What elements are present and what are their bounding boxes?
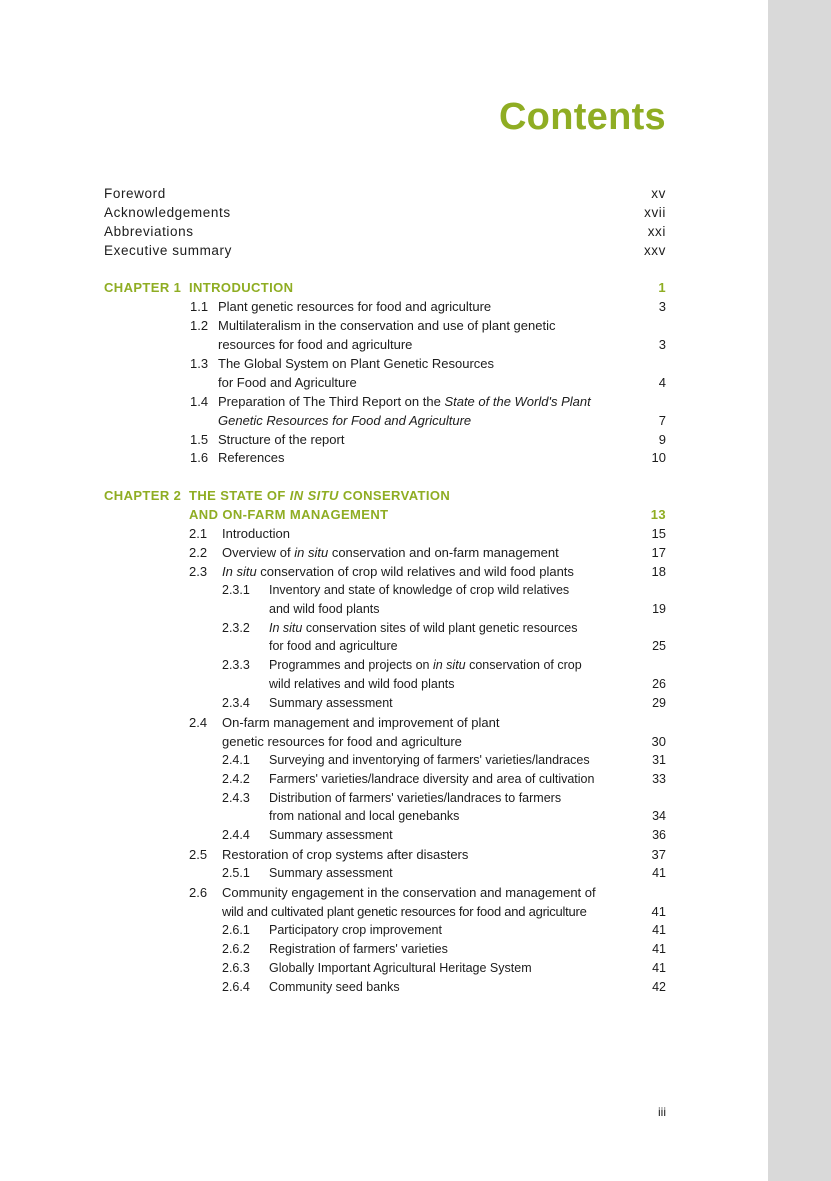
toc-entry-2-1[interactable] bbox=[104, 524, 666, 543]
toc-entry-2-6[interactable] bbox=[104, 883, 666, 902]
page-number: iii bbox=[658, 1105, 666, 1119]
toc-entry-2-4-1[interactable] bbox=[104, 751, 666, 770]
entry-page: xxi bbox=[647, 224, 666, 239]
title-italic: in situ bbox=[432, 658, 466, 672]
subsection-title: Participatory crop improvement bbox=[269, 923, 442, 937]
toc-entry-executive-summary[interactable] bbox=[104, 241, 666, 260]
subsection-page: 31 bbox=[652, 753, 666, 767]
section-title: Structure of the report bbox=[218, 432, 345, 447]
entry-label: Executive summary bbox=[104, 243, 232, 258]
toc-entry-foreword[interactable] bbox=[104, 184, 666, 203]
section-title: Restoration of crop systems after disasters bbox=[222, 847, 469, 862]
subsection-page: 41 bbox=[652, 866, 666, 880]
toc-entry-1-2[interactable] bbox=[104, 316, 666, 335]
toc-entry-2-2[interactable] bbox=[104, 543, 666, 562]
subsection-number: 2.6.2 bbox=[222, 942, 250, 956]
section-number: 2.3 bbox=[189, 564, 208, 579]
toc-entry-2-3-2-cont[interactable] bbox=[104, 637, 666, 656]
subsection-title: Distribution of farmers' varieties/landraces to farmers bbox=[269, 791, 562, 805]
subsection-number: 2.5.1 bbox=[222, 866, 250, 880]
title-italic: In situ bbox=[222, 564, 257, 579]
chapter-title bbox=[189, 486, 450, 505]
toc-entry-2-3-1[interactable] bbox=[104, 581, 666, 600]
section-page: 7 bbox=[658, 413, 666, 428]
toc-entry-2-4[interactable] bbox=[104, 713, 666, 732]
subsection-page: 25 bbox=[652, 639, 666, 653]
entry-label: Acknowledgements bbox=[104, 205, 231, 220]
toc-entry-2-3-3[interactable] bbox=[104, 656, 666, 675]
subsection-number: 2.6.3 bbox=[222, 961, 250, 975]
subsection-title: for food and agriculture bbox=[269, 639, 398, 653]
section-title bbox=[218, 392, 591, 411]
section-page: 10 bbox=[651, 450, 666, 465]
toc-entry-1-4-cont[interactable] bbox=[104, 411, 666, 430]
subsection-title: Community seed banks bbox=[269, 980, 400, 994]
section-page: 41 bbox=[651, 904, 666, 919]
subsection-title: Summary assessment bbox=[269, 828, 393, 842]
subsection-title: Inventory and state of knowledge of crop wild relatives bbox=[269, 583, 570, 597]
section-page: 37 bbox=[651, 847, 666, 862]
section-number: 2.1 bbox=[189, 526, 208, 541]
toc-entry-2-6-cont[interactable] bbox=[104, 902, 666, 921]
subsection-number: 2.4.4 bbox=[222, 828, 250, 842]
chapter-2-heading-cont[interactable] bbox=[104, 505, 666, 524]
subsection-title bbox=[269, 656, 582, 675]
section-number: 2.5 bbox=[189, 847, 208, 862]
section-title bbox=[218, 411, 471, 430]
toc-entry-2-4-4[interactable] bbox=[104, 826, 666, 845]
section-number: 1.5 bbox=[190, 432, 209, 447]
section-page: 17 bbox=[651, 545, 666, 560]
subsection-number: 2.6.1 bbox=[222, 923, 250, 937]
toc-entry-2-6-3[interactable] bbox=[104, 959, 666, 978]
title-text: Overview of bbox=[222, 545, 295, 560]
entry-label: Abbreviations bbox=[104, 224, 194, 239]
section-title: References bbox=[218, 450, 285, 465]
section-title: for Food and Agriculture bbox=[218, 375, 357, 390]
section-page: 9 bbox=[658, 432, 666, 447]
section-number: 2.2 bbox=[189, 545, 208, 560]
subsection-page: 34 bbox=[652, 809, 666, 823]
subsection-page: 26 bbox=[652, 677, 666, 691]
section-number: 2.4 bbox=[189, 715, 208, 730]
toc-entry-1-6[interactable] bbox=[104, 448, 666, 467]
chapter-2-heading[interactable] bbox=[104, 486, 666, 505]
subsection-page: 19 bbox=[652, 602, 666, 616]
title-italic: In situ bbox=[269, 621, 303, 635]
title-text: conservation of crop bbox=[465, 658, 582, 672]
subsection-number: 2.4.2 bbox=[222, 772, 250, 786]
toc-entry-2-3-1-cont[interactable] bbox=[104, 600, 666, 619]
section-page: 3 bbox=[658, 337, 666, 352]
section-title bbox=[222, 543, 559, 562]
subsection-number: 2.3.1 bbox=[222, 583, 250, 597]
title-italic: Genetic Resources for Food and Agriculture bbox=[218, 413, 472, 428]
chapter-1-heading[interactable] bbox=[104, 278, 666, 297]
toc-entry-1-1[interactable] bbox=[104, 297, 666, 316]
section-number: 2.6 bbox=[189, 885, 208, 900]
section-page: 4 bbox=[658, 375, 666, 390]
toc-entry-1-4[interactable] bbox=[104, 392, 666, 411]
toc-entry-2-4-cont[interactable] bbox=[104, 732, 666, 751]
title-text: CONSERVATION bbox=[338, 488, 451, 503]
entry-page: xvii bbox=[644, 205, 666, 220]
title-text: conservation of crop wild relatives and wild food plants bbox=[256, 564, 574, 579]
subsection-page: 33 bbox=[652, 772, 666, 786]
chapter-page: 1 bbox=[658, 280, 666, 295]
section-title: Community engagement in the conservation and management of bbox=[222, 885, 596, 900]
subsection-page: 41 bbox=[652, 942, 666, 956]
toc-entry-2-6-2[interactable] bbox=[104, 940, 666, 959]
chapter-title: AND ON-FARM MANAGEMENT bbox=[189, 507, 389, 522]
section-number: 1.2 bbox=[190, 318, 209, 333]
section-number: 1.1 bbox=[190, 299, 209, 314]
toc-entry-acknowledgements[interactable] bbox=[104, 203, 666, 222]
toc-entry-1-3[interactable] bbox=[104, 354, 666, 373]
entry-page: xv bbox=[651, 186, 666, 201]
section-number: 1.3 bbox=[190, 356, 209, 371]
section-title: The Global System on Plant Genetic Resources bbox=[218, 356, 495, 371]
chapter-label: CHAPTER 1 bbox=[104, 280, 182, 295]
section-page: 15 bbox=[651, 526, 666, 541]
subsection-number: 2.3.3 bbox=[222, 658, 250, 672]
toc-entry-2-5[interactable] bbox=[104, 845, 666, 864]
title-italic: IN SITU bbox=[289, 488, 339, 503]
toc-entry-2-3-2[interactable] bbox=[104, 619, 666, 638]
section-title: On-farm management and improvement of plant bbox=[222, 715, 500, 730]
title-text: conservation sites of wild plant genetic resources bbox=[302, 621, 578, 635]
subsection-number: 2.3.4 bbox=[222, 696, 250, 710]
toc-entry-2-3[interactable] bbox=[104, 562, 666, 581]
chapter-title: INTRODUCTION bbox=[189, 280, 294, 295]
section-page: 30 bbox=[651, 734, 666, 749]
chapter-page: 13 bbox=[650, 507, 666, 522]
section-number: 1.4 bbox=[190, 394, 209, 409]
toc-entry-2-4-3-cont[interactable] bbox=[104, 807, 666, 826]
subsection-number: 2.4.3 bbox=[222, 791, 250, 805]
section-page: 3 bbox=[658, 299, 666, 314]
toc-entry-1-3-cont[interactable] bbox=[104, 373, 666, 392]
toc-entry-1-5[interactable] bbox=[104, 430, 666, 449]
subsection-page: 41 bbox=[652, 961, 666, 975]
subsection-page: 42 bbox=[652, 980, 666, 994]
toc-entry-2-3-4[interactable] bbox=[104, 694, 666, 713]
page-edge-strip bbox=[768, 0, 831, 1181]
toc-entry-1-2-cont[interactable] bbox=[104, 335, 666, 354]
section-title: Multilateralism in the conservation and use of plant genetic bbox=[218, 318, 556, 333]
subsection-title: Farmers' varieties/landrace diversity and area of cultivation bbox=[269, 772, 595, 786]
chapter-label: CHAPTER 2 bbox=[104, 488, 182, 503]
section-title: genetic resources for food and agriculture bbox=[222, 734, 462, 749]
subsection-title: from national and local genebanks bbox=[269, 809, 460, 823]
subsection-title: Globally Important Agricultural Heritage System bbox=[269, 961, 532, 975]
title-text: Programmes and projects on bbox=[269, 658, 433, 672]
toc-entry-2-4-2[interactable] bbox=[104, 770, 666, 789]
title-italic: in situ bbox=[294, 545, 329, 560]
subsection-title: wild relatives and wild food plants bbox=[269, 677, 455, 691]
subsection-title: Registration of farmers' varieties bbox=[269, 942, 448, 956]
subsection-title: Summary assessment bbox=[269, 696, 393, 710]
title-text: conservation and on-farm management bbox=[328, 545, 559, 560]
title-text: THE STATE OF bbox=[189, 488, 290, 503]
entry-label: Foreword bbox=[104, 186, 166, 201]
toc-entry-2-3-3-cont[interactable] bbox=[104, 675, 666, 694]
subsection-number: 2.4.1 bbox=[222, 753, 250, 767]
subsection-number: 2.6.4 bbox=[222, 980, 250, 994]
section-title: Plant genetic resources for food and agriculture bbox=[218, 299, 492, 314]
section-title: wild and cultivated plant genetic resources for food and agriculture bbox=[222, 904, 587, 919]
title-text: Preparation of The Third Report on the bbox=[218, 394, 445, 409]
toc-entry-2-6-1[interactable] bbox=[104, 921, 666, 940]
section-title bbox=[222, 562, 574, 581]
subsection-title: and wild food plants bbox=[269, 602, 380, 616]
toc-entry-2-4-3[interactable] bbox=[104, 789, 666, 808]
subsection-page: 29 bbox=[652, 696, 666, 710]
subsection-page: 36 bbox=[652, 828, 666, 842]
entry-page: xxv bbox=[643, 243, 666, 258]
title-italic: State of the World's Plant bbox=[444, 394, 591, 409]
section-title: resources for food and agriculture bbox=[218, 337, 413, 352]
toc-entry-2-5-1[interactable] bbox=[104, 864, 666, 883]
subsection-title: Surveying and inventorying of farmers' varieties/landraces bbox=[269, 753, 590, 767]
toc-entry-abbreviations[interactable] bbox=[104, 222, 666, 241]
subsection-title bbox=[269, 619, 578, 638]
subsection-title: Summary assessment bbox=[269, 866, 393, 880]
section-number: 1.6 bbox=[190, 450, 209, 465]
subsection-page: 41 bbox=[652, 923, 666, 937]
toc-entry-2-6-4[interactable] bbox=[104, 978, 666, 997]
section-title: Introduction bbox=[222, 526, 290, 541]
section-page: 18 bbox=[651, 564, 666, 579]
page-title: Contents bbox=[498, 96, 666, 138]
subsection-number: 2.3.2 bbox=[222, 621, 250, 635]
